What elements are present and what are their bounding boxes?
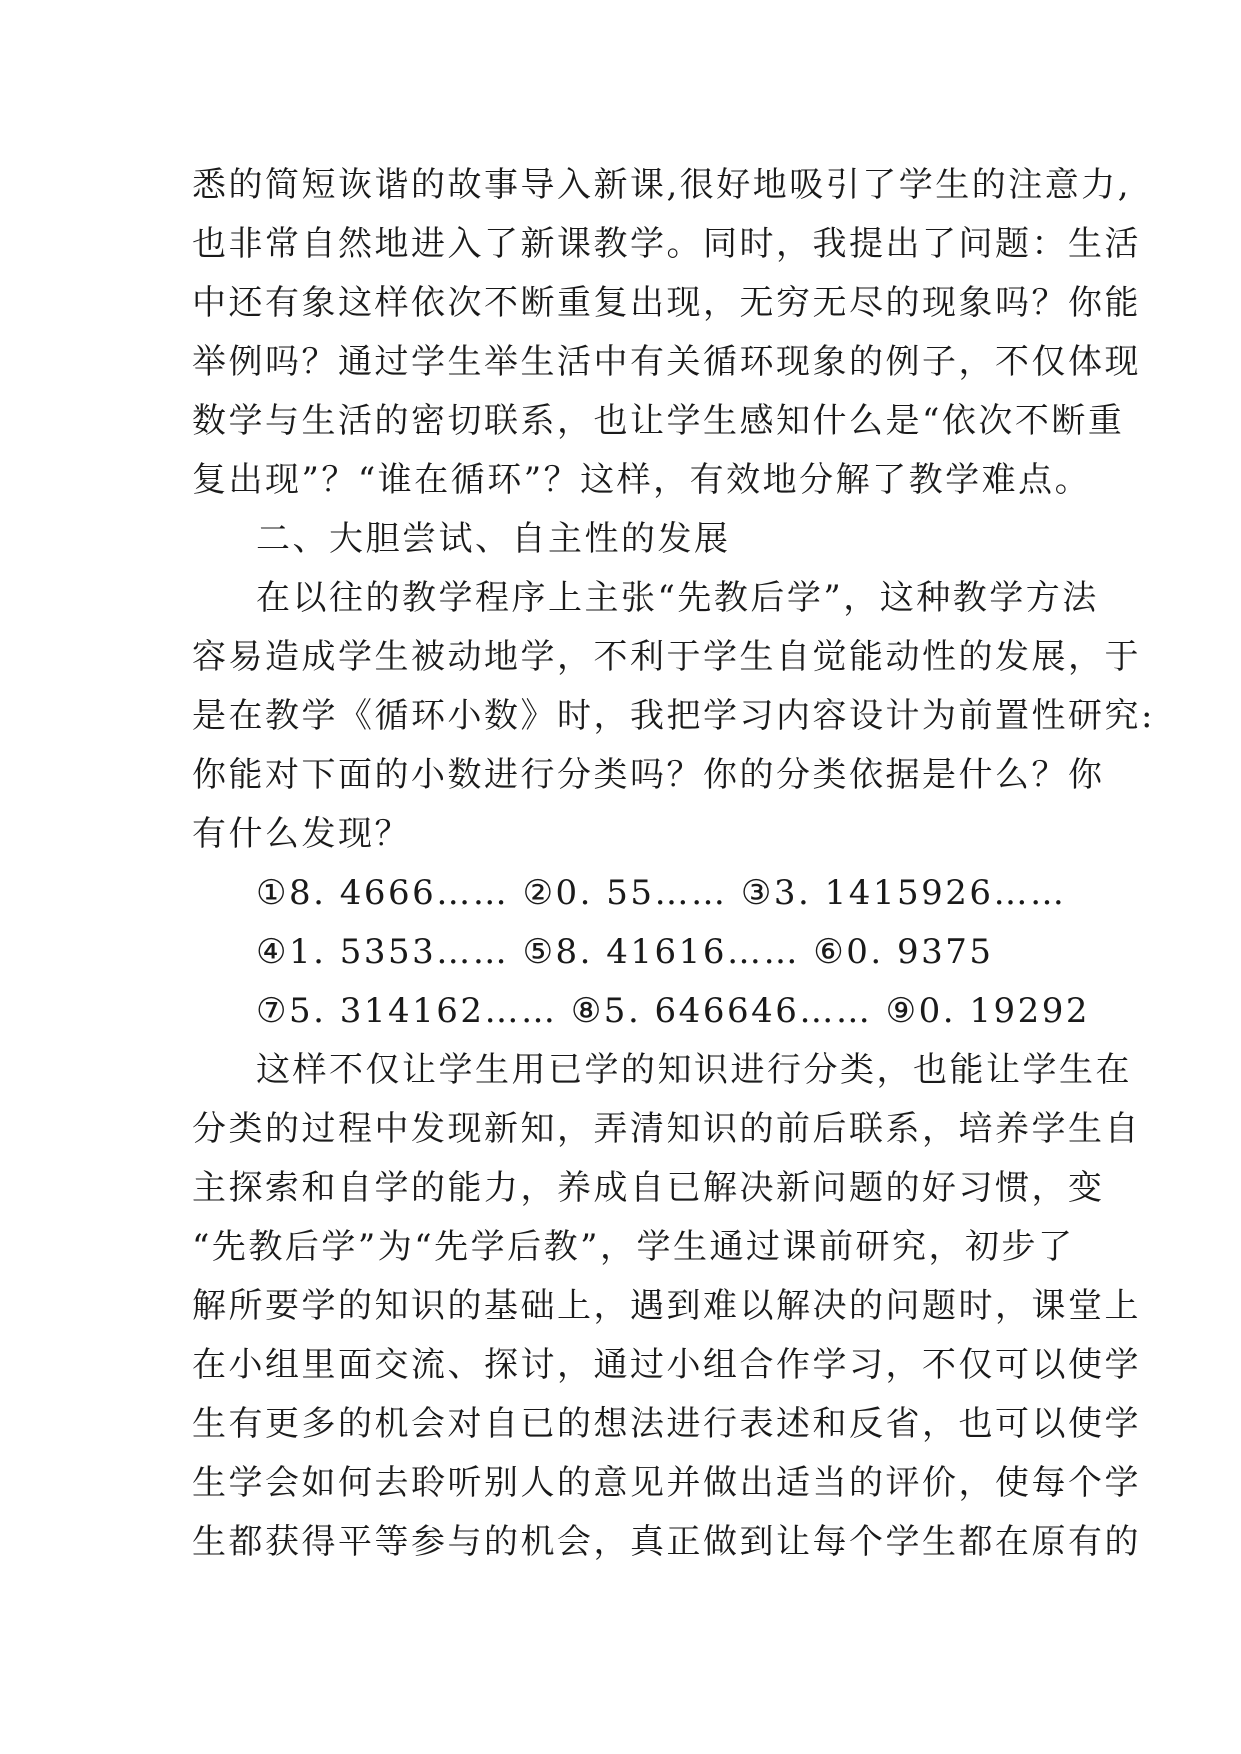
- section-heading: 二、大胆尝试、自主性的发展: [256, 519, 731, 559]
- decimal-list-row: ④1. 5353…… ⑤8. 41616…… ⑥0. 9375: [256, 932, 994, 972]
- paragraph-line: 生有更多的机会对自已的想法进行表述和反省，也可以使学: [192, 1404, 1141, 1444]
- paragraph-line: 解所要学的知识的基础上，遇到难以解决的问题时，课堂上: [192, 1286, 1141, 1326]
- paragraph-line: 举例吗？通过学生举生活中有关循环现象的例子，不仅体现: [192, 342, 1141, 382]
- paragraph-line: 有什么发现？: [192, 814, 411, 854]
- paragraph-line: 在以往的教学程序上主张“先教后学”，这种教学方法: [256, 578, 1099, 618]
- decimal-list-row: ⑦5. 314162…… ⑧5. 646646…… ⑨0. 19292: [256, 991, 1091, 1031]
- body-text: [192, 156, 1155, 1572]
- paragraph-line: 生学会如何去聆听别人的意见并做出适当的评价，使每个学: [192, 1463, 1141, 1503]
- decimal-list-row: ①8. 4666…… ②0. 55…… ③3. 1415926……: [256, 873, 1067, 913]
- paragraph-line: 是在教学《循环小数》时，我把学习内容设计为前置性研究:: [192, 696, 1155, 736]
- paragraph-line: 这样不仅让学生用已学的知识进行分类，也能让学生在: [256, 1050, 1132, 1090]
- paragraph-line: 主探索和自学的能力，养成自已解决新问题的好习惯，变: [192, 1168, 1105, 1208]
- paragraph-line: 也非常自然地进入了新课教学。同时，我提出了问题：生活: [192, 224, 1141, 264]
- paragraph-line: 分类的过程中发现新知，弄清知识的前后联系，培养学生自: [192, 1109, 1141, 1149]
- paragraph-line: “先教后学”为“先学后教”，学生通过课前研究，初步了: [192, 1227, 1075, 1267]
- paragraph-line: 中还有象这样依次不断重复出现，无穷无尽的现象吗？你能: [192, 283, 1141, 323]
- paragraph-line: 容易造成学生被动地学，不利于学生自觉能动性的发展，于: [192, 637, 1141, 677]
- paragraph-line: 悉的简短诙谐的故事导入新课,很好地吸引了学生的注意力,: [192, 165, 1132, 205]
- paragraph-line: 生都获得平等参与的机会，真正做到让每个学生都在原有的: [192, 1522, 1141, 1562]
- paragraph-line: 在小组里面交流、探讨，通过小组合作学习，不仅可以使学: [192, 1345, 1141, 1385]
- paragraph-line: 数学与生活的密切联系，也让学生感知什么是“依次不断重: [192, 401, 1125, 441]
- paragraph-line: 你能对下面的小数进行分类吗？你的分类依据是什么？你: [192, 755, 1105, 795]
- paragraph-line: 复出现”？“谁在循环”？这样，有效地分解了教学难点。: [192, 460, 1092, 500]
